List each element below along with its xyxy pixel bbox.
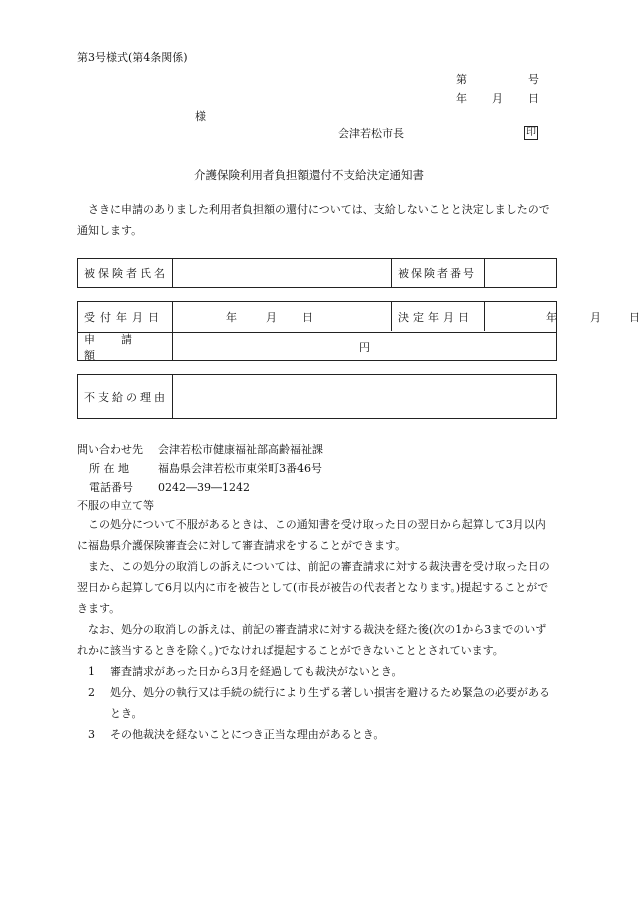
phone-value: 0242―39―1242 <box>158 481 250 494</box>
seal-stamp: 印 <box>526 127 536 138</box>
list-number: 1 <box>88 665 95 678</box>
list-number: 2 <box>88 686 95 699</box>
appeal-heading: 不服の申立て等 <box>77 499 154 512</box>
phone-label: 電話番号 <box>89 481 133 494</box>
address-label: 所 在 地 <box>89 462 129 475</box>
intro-paragraph <box>77 199 555 241</box>
list-item <box>77 682 555 724</box>
list-text: その他裁決を経ないことにつき正当な理由があるとき。 <box>110 728 385 741</box>
appeal-paragraph-1: この処分について不服があるときは、この通知書を受け取った日の翌日から起算して3月以内に福島県介護保険審査会に対して審査請求をすることができます。 <box>77 518 546 552</box>
insured-name-field[interactable] <box>173 259 391 287</box>
intro-text: さきに申請のありました利用者負担額の還付については、支給しないことと決定しましたので通知します。 <box>77 203 550 237</box>
contact-heading: 問い合わせ先 <box>77 443 143 456</box>
list-number: 3 <box>88 728 95 741</box>
form-number: 第3号様式(第4条関係) <box>77 51 188 64</box>
document-title: 介護保険利用者負担額還付不支給決定通知書 <box>194 168 424 182</box>
contact-department: 会津若松市健康福祉部高齢福祉課 <box>158 443 323 456</box>
amount-row <box>78 333 556 361</box>
appeal-paragraph-3: なお、処分の取消しの訴えは、前記の審査請求に対する裁決を経た後(次の1から3までのいずれかに該当するときを除く。)でなければ提起することができないこととされています。 <box>77 623 547 657</box>
date-year: 年 <box>456 92 467 105</box>
received-day: 日 <box>302 311 313 324</box>
insured-name-label: 被保険者氏名 <box>84 267 168 280</box>
decision-date-label: 決定年月日 <box>398 311 473 324</box>
insured-table <box>77 258 557 288</box>
number-prefix: 第 <box>456 73 467 86</box>
number-suffix: 号 <box>528 73 539 86</box>
address-value: 福島県会津若松市東栄町3番46号 <box>158 462 322 475</box>
issuer: 会津若松市長 <box>338 127 404 140</box>
decision-year: 年 <box>546 311 557 324</box>
application-table <box>77 301 640 362</box>
amount-field[interactable] <box>173 333 556 361</box>
list-text: 処分、処分の執行又は手続の続行により生ずる著しい損害を避けるため緊急の必要があるとき。 <box>110 686 550 720</box>
reason-table <box>77 374 557 419</box>
amount-unit: 円 <box>359 341 370 354</box>
decision-day: 日 <box>629 311 640 324</box>
decision-month: 月 <box>590 311 601 324</box>
insured-number-label: 被保険者番号 <box>398 267 476 280</box>
list-item <box>77 724 555 745</box>
received-date-label: 受付年月日 <box>84 311 164 324</box>
amount-label: 申請額 <box>84 333 158 362</box>
list-item <box>77 661 555 682</box>
date-month: 月 <box>492 92 503 105</box>
list-text: 審査請求があった日から3月を経過しても裁決がないとき。 <box>110 665 403 678</box>
reason-field[interactable] <box>173 375 556 418</box>
addressee-suffix: 様 <box>195 110 206 123</box>
received-month: 月 <box>266 311 277 324</box>
received-year: 年 <box>226 311 237 324</box>
appeal-body <box>77 514 555 745</box>
received-date-field[interactable] <box>173 302 391 332</box>
insured-number-field[interactable] <box>485 259 556 287</box>
date-day: 日 <box>528 92 539 105</box>
reason-label: 不支給の理由 <box>84 390 168 404</box>
appeal-paragraph-2: また、この処分の取消しの訴えについては、前記の審査請求に対する裁決書を受け取った日の翌日から起算して6月以内に市を被告として(市長が被告の代表者となります。)提起することができます。 <box>77 560 550 615</box>
decision-date-field[interactable] <box>485 302 640 332</box>
